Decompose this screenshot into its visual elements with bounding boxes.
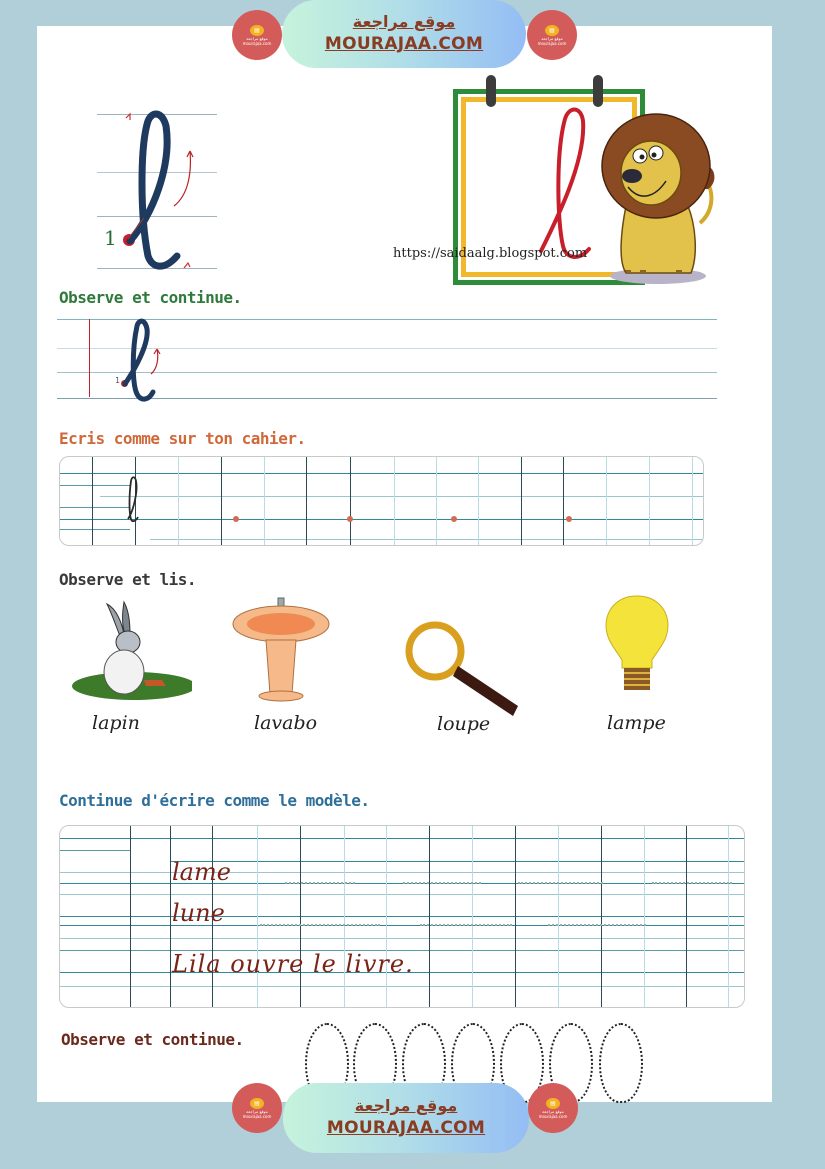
cursive-l-trace <box>97 314 177 409</box>
sink-illustration <box>232 594 342 704</box>
lion-mascot <box>596 111 726 286</box>
light-bulb-illustration <box>602 594 682 709</box>
dotted-guide <box>652 882 732 884</box>
dotted-guide <box>260 924 380 926</box>
dotted-loop <box>599 1023 643 1103</box>
dotted-guide <box>285 882 355 884</box>
magnifying-glass-illustration <box>403 621 533 716</box>
logo-badge-left-bottom <box>232 1083 282 1133</box>
model-line-2: lune <box>172 899 225 927</box>
worksheet-page <box>37 26 772 1102</box>
vocab-word: loupe <box>437 713 491 735</box>
book-icon: ▤ <box>546 1098 560 1109</box>
badge-label-ar: موقع مراجعة <box>542 1108 564 1114</box>
book-icon: ▤ <box>545 25 559 36</box>
badge-label-en: mourajaa.com <box>538 1113 568 1119</box>
dotted-guide <box>420 924 512 926</box>
start-mark <box>566 516 572 522</box>
vocab-item-lapin <box>62 594 192 744</box>
vocab-word: lapin <box>92 712 140 734</box>
badge-label-ar: موقع مراجعة <box>246 1108 268 1114</box>
site-banner-bottom[interactable] <box>283 1083 529 1153</box>
vocab-item-loupe <box>403 621 533 746</box>
banner-site-link[interactable]: MOURAJAA.COM <box>326 1118 486 1138</box>
start-mark <box>347 516 353 522</box>
watermark-url: https://saidaalg.blogspot.com <box>393 246 588 261</box>
badge-label-en: mourajaa.com <box>537 40 567 46</box>
section-title-observe-read: Observe et lis. <box>59 570 196 589</box>
badge-label-ar: موقع مراجعة <box>246 35 268 41</box>
start-number: 1 <box>104 226 117 250</box>
cursive-l-model <box>92 106 222 276</box>
logo-badge-right-top <box>527 10 577 60</box>
vocab-word: lavabo <box>254 712 318 734</box>
start-mark <box>233 516 239 522</box>
book-icon: ▤ <box>250 25 264 36</box>
letter-card-illustration <box>393 81 721 286</box>
dotted-guide <box>548 924 646 926</box>
site-banner-top[interactable] <box>282 0 526 68</box>
notebook-row[interactable] <box>59 456 704 546</box>
model-line-1: lame <box>172 858 231 886</box>
section-title-continue-model: Continue d'écrire comme le modèle. <box>59 791 370 810</box>
letter-model <box>92 106 222 276</box>
banner-site-link[interactable]: MOURAJAA.COM <box>324 34 484 54</box>
dotted-guide <box>403 882 481 884</box>
badge-label-en: mourajaa.com <box>242 40 272 46</box>
rabbit-illustration <box>62 594 192 704</box>
badge-label-en: mourajaa.com <box>242 1113 272 1119</box>
banner-arabic-title: موقع مراجعة <box>354 1096 458 1115</box>
start-number: 1 <box>115 376 121 385</box>
model-line-3: Lila ouvre le livre. <box>172 950 414 978</box>
vocab-item-lampe <box>602 594 702 744</box>
banner-arabic-title: موقع مراجعة <box>352 12 456 31</box>
card-ring-left <box>486 75 496 107</box>
trace-row <box>57 314 717 409</box>
section-title-observe-continue: Observe et continue. <box>59 288 242 307</box>
cursive-l-notebook <box>122 475 152 535</box>
section-title-observe-continue-loops: Observe et continue. <box>61 1030 244 1049</box>
badge-label-ar: موقع مراجعة <box>541 35 563 41</box>
vocab-word: lampe <box>607 712 666 734</box>
logo-badge-left-top <box>232 10 282 60</box>
dotted-guide <box>518 882 603 884</box>
start-mark <box>451 516 457 522</box>
logo-badge-right-bottom <box>528 1083 578 1133</box>
section-title-write-notebook: Ecris comme sur ton cahier. <box>59 429 306 448</box>
vocab-item-lavabo <box>232 594 342 744</box>
book-icon: ▤ <box>250 1098 264 1109</box>
model-writing-grid[interactable] <box>59 825 745 1008</box>
